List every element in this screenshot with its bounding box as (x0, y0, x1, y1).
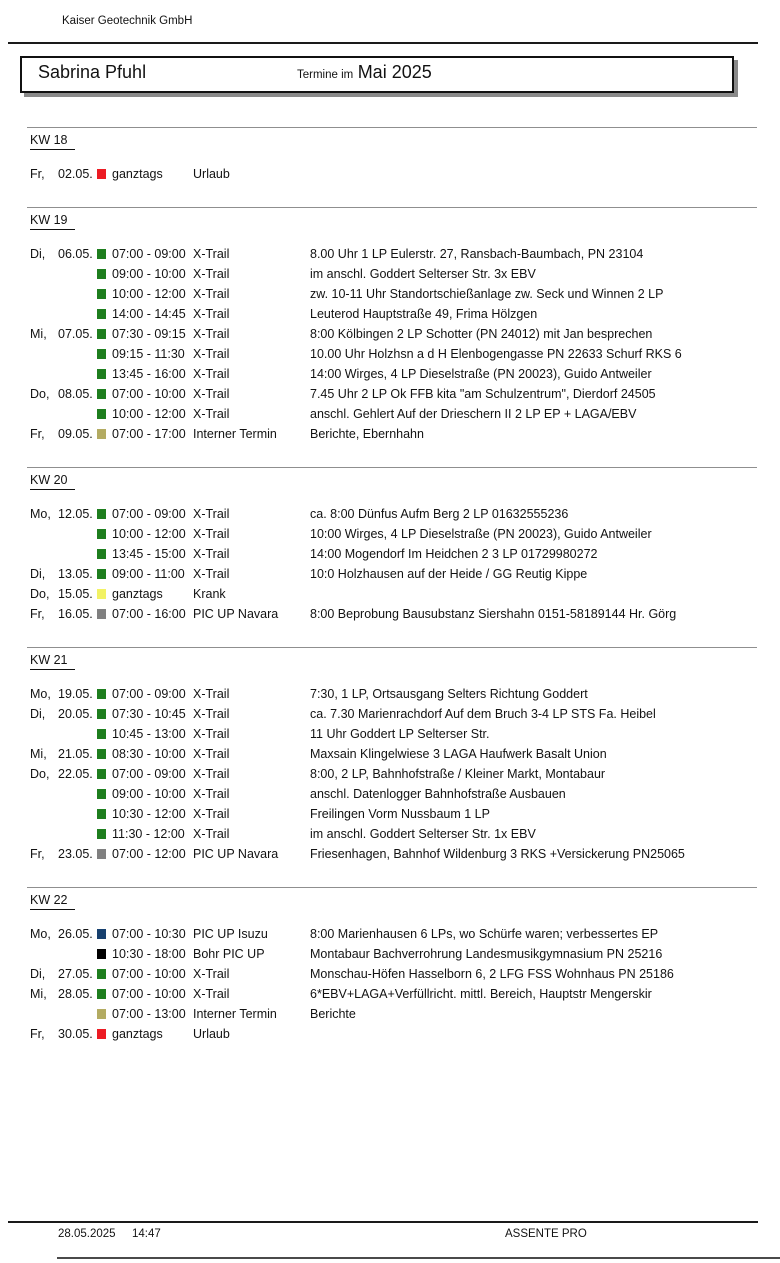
appointment-date (58, 544, 97, 564)
title-name-line (38, 62, 146, 83)
appointment-rows (0, 684, 780, 864)
appointment-rows (0, 924, 780, 1044)
appointment-row (0, 844, 780, 864)
appointment-time: 10:30 - 12:00 (112, 807, 186, 821)
appointment-day (30, 284, 58, 304)
appointment-row (0, 244, 780, 264)
appointment-type: PIC UP Isuzu (193, 927, 268, 941)
appointment-description: 10:00 Wirges, 4 LP Dieselstraße (PN 20023), Guido Antweiler (310, 527, 652, 541)
category-color-square (97, 349, 106, 359)
appointment-description: 14:00 Mogendorf Im Heidchen 2 3 LP 01729980272 (310, 547, 598, 561)
appointment-description: ca. 7.30 Marienrachdorf Auf dem Bruch 3-4 LP STS Fa. Heibel (310, 707, 656, 721)
appointment-date (58, 1004, 97, 1024)
appointment-date (58, 784, 97, 804)
appointment-description: 10.00 Uhr Holzhsn a d H Elenbogengasse PN 22633 Schurf RKS 6 (310, 347, 682, 361)
category-color-cell (97, 824, 112, 844)
appointment-date: 26.05. (58, 927, 93, 941)
appointment-type: X-Trail (193, 387, 230, 401)
appointment-description (310, 584, 780, 604)
appointment-description (310, 164, 780, 184)
appointment-type: Krank (193, 587, 226, 601)
appointment-time: 07:00 - 09:00 (112, 247, 186, 261)
appointment-description: Berichte (310, 1007, 356, 1021)
appointment-time: 07:00 - 10:00 (112, 387, 186, 401)
appointment-date (58, 524, 97, 544)
appointment-time: 07:00 - 13:00 (112, 1007, 186, 1021)
appointment-day (30, 264, 58, 284)
appointment-time: 08:30 - 10:00 (112, 747, 186, 761)
category-color-square (97, 989, 106, 999)
appointment-description: 7:30, 1 LP, Ortsausgang Selters Richtung Goddert (310, 687, 588, 701)
appointment-description: anschl. Datenlogger Bahnhofstraße Ausbauen (310, 787, 566, 801)
appointment-type: X-Trail (193, 687, 230, 701)
appointment-date (58, 364, 97, 384)
appointment-date: 21.05. (58, 747, 93, 761)
appointment-date: 13.05. (58, 567, 93, 581)
footer-print-date: 28.05.2025 (58, 1228, 116, 1240)
category-color-square (97, 429, 106, 439)
appointment-time: 09:00 - 10:00 (112, 787, 186, 801)
appointment-row (0, 784, 780, 804)
category-color-square (97, 409, 106, 419)
appointment-time: 09:00 - 11:00 (112, 567, 185, 581)
appointment-row (0, 404, 780, 424)
appointment-description: 8.00 Uhr 1 LP Eulerstr. 27, Ransbach-Baumbach, PN 23104 (310, 247, 644, 261)
appointment-date (58, 804, 97, 824)
appointment-date: 28.05. (58, 987, 93, 1001)
appointment-type: Bohr PIC UP (193, 947, 265, 961)
appointment-type: Interner Termin (193, 1007, 277, 1021)
appointment-type: X-Trail (193, 367, 230, 381)
appointment-day: Mi, (30, 327, 47, 341)
appointment-day: Mo, (30, 687, 51, 701)
appointment-type: Urlaub (193, 1027, 230, 1041)
category-color-square (97, 789, 106, 799)
appointment-type: Urlaub (193, 167, 230, 181)
kw-label-row (30, 891, 780, 907)
appointment-day: Fr, (30, 167, 45, 181)
appointment-row (0, 704, 780, 724)
appointment-row (0, 284, 780, 304)
category-color-square (97, 249, 106, 259)
appointment-description: 8:00 Marienhausen 6 LPs, wo Schürfe waren; verbessertes EP (310, 927, 659, 941)
appointment-type: X-Trail (193, 267, 230, 281)
appointment-time: 10:00 - 12:00 (112, 287, 186, 301)
title-subtitle-line (297, 62, 432, 83)
appointment-row (0, 324, 780, 344)
appointment-day: Do, (30, 387, 50, 401)
appointment-time: 07:00 - 16:00 (112, 607, 186, 621)
appointment-row (0, 544, 780, 564)
company-name: Kaiser Geotechnik GmbH (62, 15, 193, 27)
category-color-square (97, 569, 106, 579)
appointment-row (0, 564, 780, 584)
appointment-day (30, 944, 58, 964)
category-color-cell (97, 924, 112, 944)
appointment-date: 09.05. (58, 427, 93, 441)
appointment-type: Interner Termin (193, 427, 277, 441)
appointment-date: 08.05. (58, 387, 93, 401)
appointment-row (0, 384, 780, 404)
appointment-time: 11:30 - 12:00 (112, 827, 185, 841)
section-divider-line (27, 467, 757, 468)
appointment-day (30, 804, 58, 824)
appointment-row (0, 984, 780, 1004)
category-color-cell (97, 964, 112, 984)
category-color-square (97, 949, 106, 959)
appointment-description: zw. 10-11 Uhr Standortschießanlage zw. Seck und Winnen 2 LP (310, 287, 664, 301)
category-color-cell (97, 764, 112, 784)
category-color-cell (97, 744, 112, 764)
appointment-type: X-Trail (193, 807, 230, 821)
category-color-square (97, 929, 106, 939)
appointment-row (0, 584, 780, 604)
category-color-cell (97, 344, 112, 364)
appointment-time: ganztags (112, 167, 163, 181)
category-color-cell (97, 524, 112, 544)
appointment-date (58, 304, 97, 324)
appointment-row (0, 264, 780, 284)
appointment-description: Berichte, Ebernhahn (310, 427, 424, 441)
weeks-container (0, 127, 780, 1067)
person-name: Sabrina Pfuhl (38, 62, 147, 82)
kw-label-row (30, 471, 780, 487)
appointment-day: Di, (30, 707, 46, 721)
category-color-cell (97, 324, 112, 344)
appointment-time: 07:00 - 09:00 (112, 687, 186, 701)
header-divider-line (8, 42, 758, 44)
category-color-square (97, 729, 106, 739)
section-divider-line (27, 127, 757, 128)
appointment-description: im anschl. Goddert Selterser Str. 1x EBV (310, 827, 536, 841)
appointment-type: X-Trail (193, 307, 230, 321)
category-color-square (97, 269, 106, 279)
week-section (0, 207, 780, 444)
subtitle-prefix: Termine im (297, 69, 354, 81)
appointment-date: 23.05. (58, 847, 93, 861)
footer-print-time: 14:47 (132, 1228, 161, 1240)
appointment-type: PIC UP Navara (193, 847, 279, 861)
appointment-time: 10:30 - 18:00 (112, 947, 186, 961)
appointment-day (30, 784, 58, 804)
category-color-cell (97, 704, 112, 724)
appointment-type: X-Trail (193, 347, 230, 361)
appointment-time: ganztags (112, 1027, 163, 1041)
appointment-day: Fr, (30, 427, 45, 441)
kw-label: KW 21 (30, 653, 75, 670)
week-section (0, 887, 780, 1044)
appointment-time: 13:45 - 15:00 (112, 547, 186, 561)
appointment-type: X-Trail (193, 787, 230, 801)
appointment-date: 02.05. (58, 167, 93, 181)
appointment-date: 19.05. (58, 687, 93, 701)
title-box (20, 56, 734, 93)
kw-label: KW 18 (30, 133, 75, 150)
appointment-time: 07:00 - 10:00 (112, 987, 186, 1001)
category-color-cell (97, 424, 112, 444)
appointment-day: Fr, (30, 847, 45, 861)
category-color-square (97, 1009, 106, 1019)
appointment-day: Di, (30, 967, 46, 981)
appointment-date (58, 404, 97, 424)
appointment-date (58, 824, 97, 844)
category-color-square (97, 169, 106, 179)
category-color-cell (97, 584, 112, 604)
appointment-row (0, 304, 780, 324)
category-color-square (97, 689, 106, 699)
category-color-square (97, 1029, 106, 1039)
appointment-day (30, 724, 58, 744)
appointment-date: 07.05. (58, 327, 93, 341)
appointment-description: 6*EBV+LAGA+Verfüllricht. mittl. Bereich, Hauptstr Mengerskir (310, 987, 652, 1001)
appointment-type: PIC UP Navara (193, 607, 279, 621)
category-color-square (97, 509, 106, 519)
category-color-cell (97, 284, 112, 304)
appointment-time: 07:30 - 09:15 (112, 327, 186, 341)
category-color-cell (97, 944, 112, 964)
category-color-square (97, 549, 106, 559)
category-color-cell (97, 604, 112, 624)
appointment-date: 22.05. (58, 767, 93, 781)
appointment-row (0, 604, 780, 624)
appointment-day: Do, (30, 587, 50, 601)
appointment-time: 09:00 - 10:00 (112, 267, 186, 281)
category-color-square (97, 749, 106, 759)
appointment-type: X-Trail (193, 547, 230, 561)
appointment-rows (0, 244, 780, 444)
appointment-type: X-Trail (193, 287, 230, 301)
category-color-square (97, 809, 106, 819)
kw-label-row (30, 211, 780, 227)
category-color-cell (97, 364, 112, 384)
appointment-day (30, 1004, 58, 1024)
appointment-description: Leuterod Hauptstraße 49, Frima Hölzgen (310, 307, 538, 321)
appointment-rows (0, 164, 780, 184)
appointment-time: 07:00 - 17:00 (112, 427, 186, 441)
appointment-day: Mo, (30, 927, 51, 941)
category-color-square (97, 709, 106, 719)
appointment-row (0, 1024, 780, 1044)
appointment-day: Mo, (30, 507, 51, 521)
kw-label: KW 20 (30, 473, 75, 490)
category-color-square (97, 969, 106, 979)
category-color-cell (97, 504, 112, 524)
category-color-square (97, 369, 106, 379)
appointment-description: Maxsain Klingelwiese 3 LAGA Haufwerk Basalt Union (310, 747, 607, 761)
appointment-type: X-Trail (193, 567, 230, 581)
category-color-square (97, 849, 106, 859)
appointment-date (58, 344, 97, 364)
week-section (0, 647, 780, 864)
appointment-time: 07:00 - 10:30 (112, 927, 186, 941)
appointment-day (30, 404, 58, 424)
appointment-description (310, 1024, 780, 1044)
appointment-time: 10:00 - 12:00 (112, 527, 186, 541)
appointment-time: 10:45 - 13:00 (112, 727, 186, 741)
appointment-day: Fr, (30, 607, 45, 621)
appointment-day: Do, (30, 767, 50, 781)
appointment-description: 8:00, 2 LP, Bahnhofstraße / Kleiner Markt, Montabaur (310, 767, 606, 781)
appointment-time: 07:00 - 12:00 (112, 847, 186, 861)
category-color-cell (97, 304, 112, 324)
category-color-square (97, 829, 106, 839)
appointment-type: X-Trail (193, 967, 230, 981)
appointment-date: 27.05. (58, 967, 93, 981)
appointment-day: Mi, (30, 987, 47, 1001)
appointment-row (0, 684, 780, 704)
appointment-row (0, 964, 780, 984)
kw-label-row (30, 651, 780, 667)
appointment-description: 7.45 Uhr 2 LP Ok FFB kita "am Schulzentrum", Dierdorf 24505 (310, 387, 656, 401)
category-color-cell (97, 984, 112, 1004)
category-color-square (97, 389, 106, 399)
appointment-date (58, 944, 97, 964)
category-color-cell (97, 1024, 112, 1044)
appointment-date: 16.05. (58, 607, 93, 621)
category-color-square (97, 609, 106, 619)
category-color-cell (97, 264, 112, 284)
appointment-time: ganztags (112, 587, 163, 601)
appointment-row (0, 724, 780, 744)
appointment-description: Montabaur Bachverrohrung Landesmusikgymnasium PN 25216 (310, 947, 663, 961)
appointment-description: anschl. Gehlert Auf der Drieschern II 2 LP EP + LAGA/EBV (310, 407, 637, 421)
appointment-description: 8:00 Beprobung Bausubstanz Siershahn 0151-58189144 Hr. Görg (310, 607, 677, 621)
appointment-time: 10:00 - 12:00 (112, 407, 186, 421)
appointment-day (30, 304, 58, 324)
appointment-time: 14:00 - 14:45 (112, 307, 186, 321)
category-color-square (97, 289, 106, 299)
category-color-square (97, 309, 106, 319)
appointment-rows (0, 504, 780, 624)
appointment-type: X-Trail (193, 767, 230, 781)
appointment-type: X-Trail (193, 507, 230, 521)
category-color-cell (97, 684, 112, 704)
appointment-description: 14:00 Wirges, 4 LP Dieselstraße (PN 20023), Guido Antweiler (310, 367, 652, 381)
section-divider-line (27, 207, 757, 208)
appointment-row (0, 364, 780, 384)
appointment-row (0, 764, 780, 784)
appointment-day (30, 824, 58, 844)
appointment-row (0, 424, 780, 444)
appointment-description: Monschau-Höfen Hasselborn 6, 2 LFG FSS Wohnhaus PN 25186 (310, 967, 674, 981)
appointment-time: 07:00 - 09:00 (112, 507, 186, 521)
appointment-time: 07:30 - 10:45 (112, 707, 186, 721)
section-divider-line (27, 647, 757, 648)
appointment-description: Friesenhagen, Bahnhof Wildenburg 3 RKS +Versickerung PN25065 (310, 847, 685, 861)
category-color-cell (97, 724, 112, 744)
appointment-day: Di, (30, 247, 46, 261)
appointment-time: 07:00 - 09:00 (112, 767, 186, 781)
category-color-cell (97, 244, 112, 264)
category-color-cell (97, 384, 112, 404)
appointment-date: 30.05. (58, 1027, 93, 1041)
category-color-square (97, 329, 106, 339)
appointment-time: 09:15 - 11:30 (112, 347, 185, 361)
appointment-day: Fr, (30, 1027, 45, 1041)
appointment-type: X-Trail (193, 747, 230, 761)
appointment-row (0, 924, 780, 944)
section-divider-line (27, 887, 757, 888)
appointment-type: X-Trail (193, 527, 230, 541)
appointment-description: 10:0 Holzhausen auf der Heide / GG Reutig Kippe (310, 567, 588, 581)
category-color-cell (97, 1004, 112, 1024)
appointment-type: X-Trail (193, 407, 230, 421)
appointment-type: X-Trail (193, 987, 230, 1001)
appointment-row (0, 1004, 780, 1024)
category-color-cell (97, 544, 112, 564)
appointment-date (58, 264, 97, 284)
week-section (0, 127, 780, 184)
report-month: Mai 2025 (357, 62, 432, 82)
appointment-row (0, 804, 780, 824)
kw-label: KW 22 (30, 893, 75, 910)
category-color-square (97, 529, 106, 539)
appointment-time: 13:45 - 16:00 (112, 367, 186, 381)
footer-app-name: ASSENTE PRO (505, 1228, 587, 1240)
category-color-cell (97, 564, 112, 584)
appointment-date (58, 724, 97, 744)
appointment-row (0, 164, 780, 184)
category-color-cell (97, 404, 112, 424)
appointment-type: X-Trail (193, 727, 230, 741)
appointment-time: 07:00 - 10:00 (112, 967, 186, 981)
week-section (0, 467, 780, 624)
category-color-cell (97, 164, 112, 184)
appointment-type: X-Trail (193, 247, 230, 261)
appointment-description: im anschl. Goddert Selterser Str. 3x EBV (310, 267, 536, 281)
appointment-day (30, 344, 58, 364)
kw-label-row (30, 131, 780, 147)
appointment-date: 15.05. (58, 587, 93, 601)
appointment-description: 11 Uhr Goddert LP Selterser Str. (310, 727, 490, 741)
appointment-type: X-Trail (193, 327, 230, 341)
kw-label: KW 19 (30, 213, 75, 230)
appointment-date: 06.05. (58, 247, 93, 261)
appointment-day (30, 544, 58, 564)
appointment-description: Freilingen Vorm Nussbaum 1 LP (310, 807, 490, 821)
appointment-description: 8:00 Kölbingen 2 LP Schotter (PN 24012) mit Jan besprechen (310, 327, 653, 341)
appointment-type: X-Trail (193, 827, 230, 841)
appointment-description: ca. 8:00 Dünfus Aufm Berg 2 LP 01632555236 (310, 507, 569, 521)
category-color-cell (97, 804, 112, 824)
appointment-date (58, 284, 97, 304)
appointment-row (0, 744, 780, 764)
appointment-day (30, 364, 58, 384)
category-color-cell (97, 844, 112, 864)
appointment-row (0, 524, 780, 544)
appointment-date: 20.05. (58, 707, 93, 721)
appointment-row (0, 824, 780, 844)
appointment-type: X-Trail (193, 707, 230, 721)
page-bottom-edge (57, 1257, 780, 1259)
appointment-day: Di, (30, 567, 46, 581)
appointment-date: 12.05. (58, 507, 93, 521)
appointment-row (0, 344, 780, 364)
footer-divider-line (8, 1221, 758, 1223)
category-color-square (97, 589, 106, 599)
appointment-row (0, 944, 780, 964)
appointment-row (0, 504, 780, 524)
appointment-day (30, 524, 58, 544)
appointment-day: Mi, (30, 747, 47, 761)
category-color-square (97, 769, 106, 779)
category-color-cell (97, 784, 112, 804)
